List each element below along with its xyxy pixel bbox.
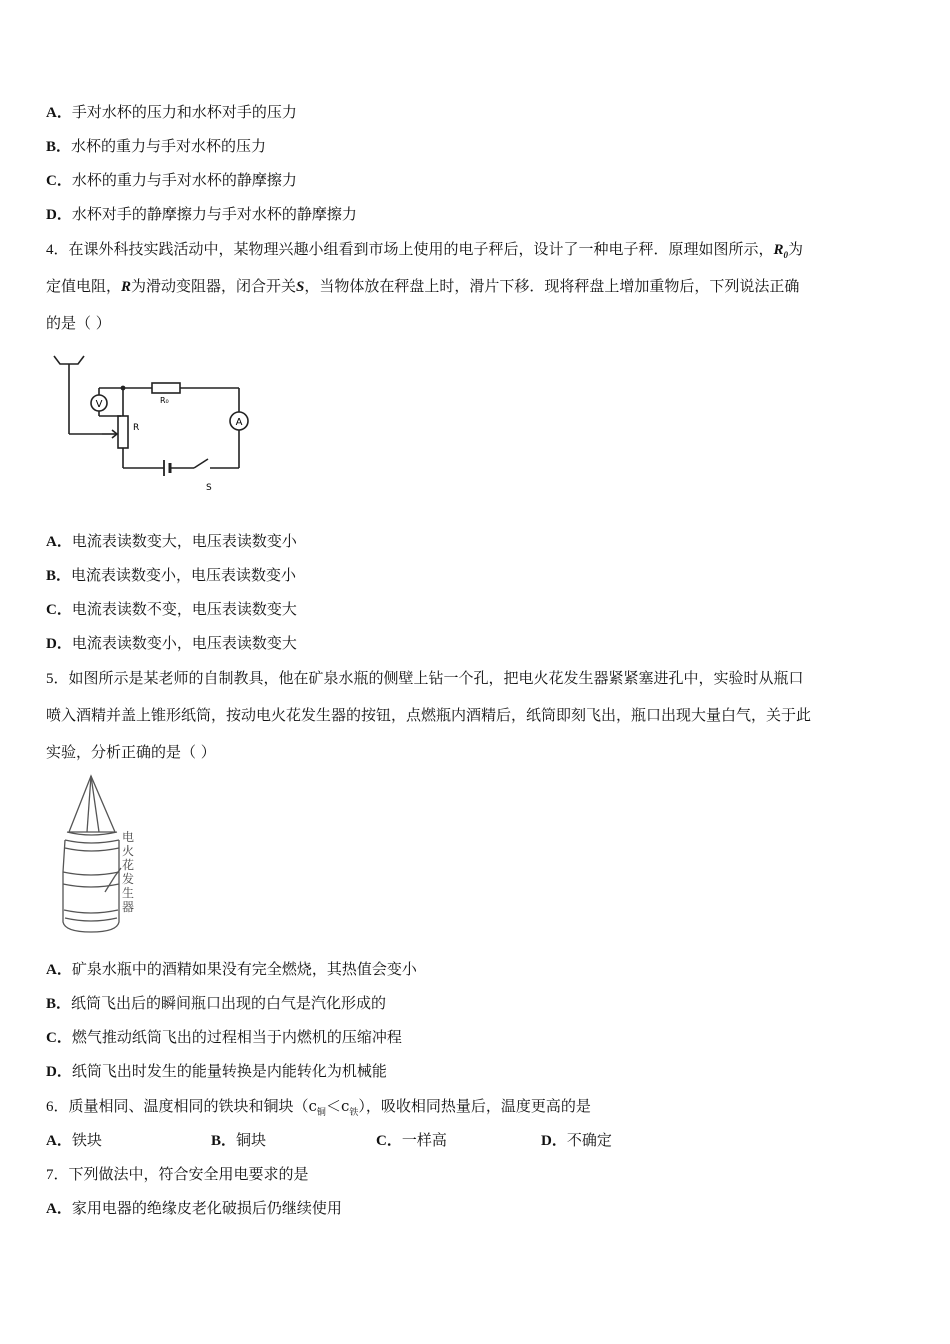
q6-stem: 6．质量相同、温度相同的铁块和铜块$(c_铜<c_铁)$，吸收相同热量后，温度更高的是 (46, 1097, 591, 1118)
voltmeter-label: V (95, 399, 103, 410)
figure-label-char: 花 (121, 858, 134, 872)
q3-option-d: D．水杯对手的静摩擦力与手对水杯的静摩擦力 (46, 205, 357, 223)
q5-stem-line2: 喷入酒精并盖上锥形纸筒，按动电火花发生器的按钮，点燃瓶内酒精后，纸筒即刻飞出，瓶口出现大量白气，关于此 (46, 706, 812, 724)
r0-label: R₀ (160, 396, 169, 405)
q4-option-a: A．电流表读数变大，电压表读数变小 (46, 532, 297, 550)
q5-option-c: C．燃气推动纸筒飞出的过程相当于内燃机的压缩冲程 (46, 1028, 402, 1046)
q5-option-a: A．矿泉水瓶中的酒精如果没有完全燃烧，其热值会变小 (46, 960, 417, 978)
q4-option-b: B．电流表读数变小，电压表读数变小 (46, 566, 297, 584)
q5-option-b: B．纸筒飞出后的瞬间瓶口出现的白气是汽化形成的 (46, 994, 387, 1012)
q5-figure-label (121, 830, 135, 914)
figure-label-char: 生 (121, 886, 134, 900)
q4-stem-line2: 定值电阻，R为滑动变阻器，闭合开关S，当物体放在秤盘上时，滑片下移．现将秤盘上增加重物后，下列说法正确 (46, 277, 800, 295)
figure-label-char: 器 (121, 900, 134, 914)
q3-option-a: A．手对水杯的压力和水杯对手的压力 (46, 103, 297, 121)
q4-circuit-figure (46, 350, 256, 495)
q6-option-a: A．铁块 (46, 1131, 102, 1149)
r-label: R (133, 423, 140, 433)
q3-option-c: C．水杯的重力与手对水杯的静摩擦力 (46, 171, 297, 189)
q6-options-row (46, 1130, 612, 1151)
q4-stem-line3: 的是（ ） (46, 314, 111, 332)
resistor-r0-icon (152, 383, 180, 393)
q6-option-b: B．铜块 (211, 1131, 267, 1149)
q3-option-b: B．水杯的重力与手对水杯的压力 (46, 137, 267, 155)
figure-label-char: 发 (121, 872, 134, 886)
q5-bottle-figure (55, 772, 150, 937)
q7-stem: 7．下列做法中，符合安全用电要求的是 (46, 1165, 309, 1183)
q5-option-d: D．纸筒飞出时发生的能量转换是内能转化为机械能 (46, 1062, 387, 1080)
q5-stem-line3: 实验，分析正确的是（ ） (46, 743, 216, 761)
q4-stem-line1: 4．在课外科技实践活动中，某物理兴趣小组看到市场上使用的电子秤后，设计了一种电子秤．原理如图所示，$R_0$为 (46, 240, 804, 260)
scale-pan-icon (54, 356, 84, 364)
figure-label-char: 火 (121, 844, 134, 858)
s-label: S (206, 483, 212, 493)
q7-option-a: A．家用电器的绝缘皮老化破损后仍继续使用 (46, 1199, 342, 1217)
q4-option-c: C．电流表读数不变，电压表读数变大 (46, 600, 297, 618)
rheostat-r-icon (118, 416, 128, 448)
ammeter-label: A (235, 417, 243, 428)
q5-stem-line1: 5．如图所示是某老师的自制教具，他在矿泉水瓶的侧壁上钻一个孔，把电火花发生器紧紧塞进孔中，实验时从瓶口 (46, 669, 804, 687)
q6-option-d: D．不确定 (541, 1131, 612, 1149)
q6-option-c: C．一样高 (376, 1131, 447, 1149)
switch-icon (194, 459, 208, 468)
q4-option-d: D．电流表读数变小，电压表读数变大 (46, 634, 297, 652)
figure-label-char: 电 (121, 830, 134, 844)
